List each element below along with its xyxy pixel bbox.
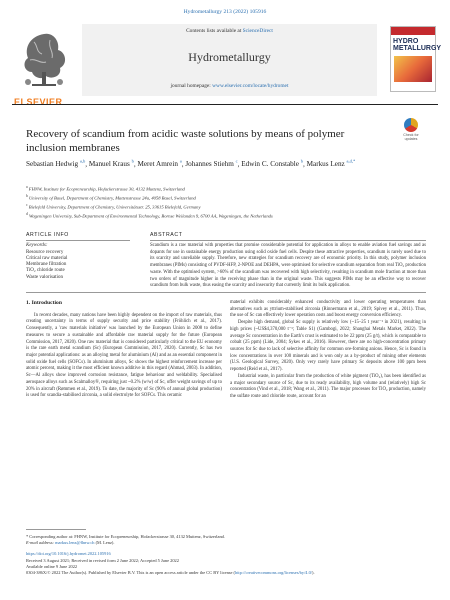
affiliation: $^a$ FHNW, Institute for Ecopreneurship, Hofackerstrasse 30, 4132 Muttenz, Switzerland <box>26 185 185 192</box>
keywords-title: Keywords: <box>26 243 48 248</box>
affiliation: $^b$ University of Basel, Department of Chemistry, Mattenstrasse 24a, 4058 Basel, Switzerland <box>26 194 196 201</box>
body-paragraph: Despite high demand, global Sc supply is relatively low (~15–25 t year⁻¹ in 2021), resulting in high prices (~US$4,370,000 t⁻¹; Table S1) (Gambogi, 2022; Shanghai Metals Market, 2022). The average Sc concentration in the Earth's crust is estimated to be 22 ppm (25 g/t), which is comparable to cobalt (25 ppm) (Lide, 2004; Sykes et al., 2016). However, there are no high-concentration primary sources for Sc due to lack of selective affinity for common ore-forming anions. Hence, Sc is found in low concentrations in over 100 minerals and is won only as a by-product of mining other elements (U.S. Geological Survey, 2020). Only very rarely have primary Sc deposits above 100 ppm been reported (Reid et al., 2017). <box>230 320 426 373</box>
author[interactable]: Markus Lenz $^{a,d,*}$ <box>306 159 356 169</box>
info-rule <box>26 240 130 241</box>
footer-block <box>26 534 426 576</box>
right-column <box>230 300 426 401</box>
email-suffix: (M. Lenz). <box>94 540 115 546</box>
keyword: TiO₂ chloride route <box>26 268 65 274</box>
received-dates: Received 3 August 2021; Received in revised form 2 June 2022; Accepted 5 June 2022 <box>26 557 179 563</box>
email-label: E-mail address: <box>26 540 56 546</box>
author[interactable]: Sebastian Hedwig $^{a,b}$ <box>26 159 86 169</box>
journal-name: Hydrometallurgy <box>188 50 271 64</box>
corresponding-author-note: * Corresponding author at: FHNW, Institute for Ecopreneurship, Hofackerstrasse 30, 4132 Muttenz, Switzerland. <box>26 534 225 539</box>
affiliation: $^d$ Wageningen University, Sub-Department of Environmental Technology, Bornse Weilanden 9, 6700 AA, Wageningen, the Netherlands <box>26 212 273 219</box>
journal-cover-thumbnail <box>390 26 442 92</box>
author[interactable]: Meret Amrein $^a$ <box>137 159 182 169</box>
available-online: Available online 9 June 2022 <box>26 563 78 569</box>
cover-band <box>391 27 435 35</box>
keywords-block <box>26 243 126 281</box>
email-link[interactable]: markus.lenz@fhnw.ch <box>55 540 95 546</box>
author[interactable]: Manuel Kraus $^b$ <box>88 159 134 169</box>
keyword: Critical raw material <box>26 255 68 261</box>
author-list: Sebastian Hedwig $^{a,b}$, Manuel Kraus $^b$, Meret Amrein $^a$, Johannes Stiehm $^c$, Edwin C. Constable $^b$, Markus Lenz $^{a,d,*}$ <box>26 159 356 169</box>
doi-link[interactable]: https://doi.org/10.1016/j.hydromet.2022.105916 <box>26 551 111 557</box>
journal-info-box <box>82 24 377 96</box>
article-info-heading: ARTICLE INFO <box>26 232 69 238</box>
affiliations <box>26 184 426 221</box>
affiliation: $^c$ Bielefeld University, Department of Chemistry, Universitätsstr. 25, 33615 Bielefeld, Germany <box>26 203 201 210</box>
keyword: Waste valorisation <box>26 274 63 280</box>
article-title: Recovery of scandium from acidic waste solutions by means of polymer inclusion membranes <box>26 128 345 154</box>
license-line <box>26 570 426 576</box>
contents-text: Contents lists available at <box>186 28 243 34</box>
elsevier-wordmark: ELSEVIER <box>14 97 63 107</box>
journal-citation[interactable]: Hydrometallurgy 213 (2022) 105916 <box>183 9 267 15</box>
section-heading-introduction: 1. Introduction <box>26 300 62 306</box>
author[interactable]: Edwin C. Constable $^b$ <box>241 159 304 169</box>
keyword: Membrane filtration <box>26 262 67 268</box>
homepage-text: journal homepage: <box>170 83 213 89</box>
check-for-updates-button[interactable] <box>398 118 424 146</box>
contents-line <box>82 28 377 34</box>
homepage-line <box>82 83 377 89</box>
sciencedirect-link[interactable]: ScienceDirect <box>242 28 273 34</box>
license-text: 0304-386X/© 2022 The Author(s). Published by Elsevier B.V. This is an open access article under the CC BY license ( <box>26 570 236 576</box>
abstract-text: Scandium is a raw material with properties that promise considerable potential for application in alloys to enable aviation fuel savings and as dopants for use in sustainable energy production using solid oxide fuel cells. Despite these attractive properties, scandium is rarely used due to its scarcity and unreliable supply. Therefore, new strategies for scandium recovery are of economic priority. In this study, polymer inclusion membranes (PIMs) consisting of PVDF-HFP, 2-NPOE and DEHPA, were optimised for selective scandium separation from real TiO₂ production waste. With the optimised system, >60% of the scandium was recovered with high selectivity, resulting in scandium mole fraction at more than two orders of magnitude higher in the receiving phase than in the original waste. This suggests PIMs may be an effective way to recover scandium from bulk waste, thus easing the scarcity and insecurity that currently limit its bulk application. <box>150 243 426 289</box>
left-column <box>26 300 222 400</box>
elsevier-tree-logo <box>16 28 72 92</box>
cover-title: HYDRO METALLURGY <box>393 38 442 52</box>
abstract-rule <box>150 240 426 241</box>
footnote-rule <box>26 529 86 530</box>
check-updates-label: Check for updates <box>403 133 419 141</box>
body-paragraph: In recent decades, many nations have been highly dependent on the import of raw materials, thus creating uncertainty in terms of supply security and price stability (Fröhlich et al., 2017). Consequently, a 'raw materials initiative' was launched by the European Union in 2008 to define measures to secure a sustainable and affordable raw material supply for the future (European Commission, 2017, 2020). One raw material that is considered particularly critical to the EU economy is the rare earth metal scandium (Sc) (European Commission, 2017, 2020). Currently, Sc has two major potential applications: as an alloying metal for aluminium (Al) and as an essential component in solid oxide fuel cells (SOFCs). In aluminium alloys, Sc shows the highest reinforcement increase per atomic percent, making it the most efficient known additive in this regard (Ahmad, 2003). In addition, Sc—Al alloys show improved corrosion resistance, fatigue behaviour and weldability. Specialised aerospace alloys such as Scalmalloy®, requiring just ~0.2% (w/w) of Sc, offer weight savings of up to 20% in aircraft (Rømmen et al., 2019). To date, the majority of Sc (90% of annual global production) is used for scandia-stabilised zirconia, a solid electrolyte for SOFCs. This ceramic <box>26 312 222 399</box>
abstract-end-rule <box>26 292 426 293</box>
license-suffix: ). <box>312 570 315 576</box>
body-paragraph: material exhibits considerably enhanced conductivity and lower operating temperatures than alternatives such as yttrium-stabilised zirconia (Rinnermann et al., 2019; Spivey et al., 2011). Thus, the use of Sc can effectively lower operation costs and boost energy conversion efficiency. <box>230 300 426 319</box>
check-updates-icon <box>404 118 418 132</box>
masthead <box>10 20 442 107</box>
abstract-heading: ABSTRACT <box>150 232 183 238</box>
body-paragraph: Industrial waste, in particular from the production of white pigment (TiO₂), has been identified as a major secondary source of Sc, due to its ready availability, high volume and (relatively) high Sc concentration (Vind et al., 2018; Wang et al., 2011). The major processes for TiO₂ production, namely the sulfate route and chloride route, account for an <box>230 373 426 400</box>
cover-image <box>394 56 432 82</box>
author[interactable]: Johannes Stiehm $^c$ <box>185 159 238 169</box>
header-rule <box>12 104 438 105</box>
license-link[interactable]: http://creativecommons.org/licenses/by/4.0/ <box>235 570 312 576</box>
homepage-link[interactable]: www.elsevier.com/locate/hydromet <box>212 83 289 89</box>
keyword: Resource recovery <box>26 249 64 255</box>
